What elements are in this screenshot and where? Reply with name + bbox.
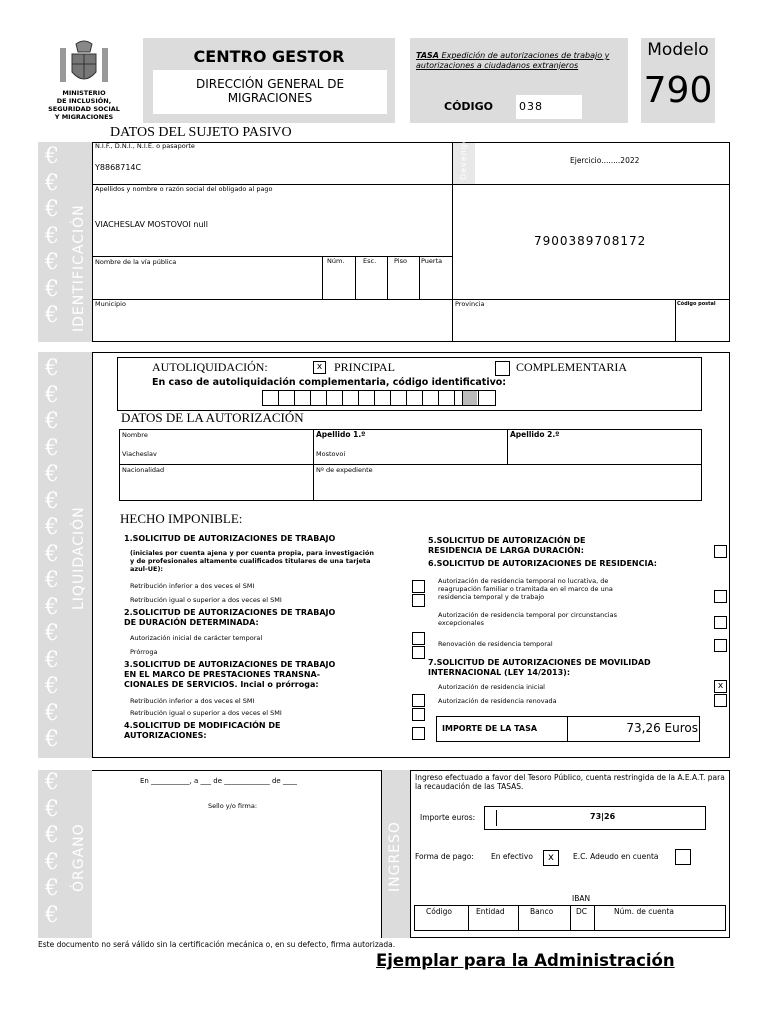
cp-label: Código postal	[677, 301, 716, 307]
apellido1-value[interactable]: Mostovoi	[316, 450, 346, 458]
euro-icon: €	[45, 727, 59, 752]
importe-euros-label: Importe euros:	[420, 813, 476, 822]
solicitud-5: 5.SOLICITUD DE AUTORIZACIÓN DE RESIDENCIA DE LARGA DURACIÓN:	[428, 536, 586, 555]
iban-codigo: Código	[426, 907, 453, 916]
organo-strip	[38, 770, 66, 938]
tasa-description	[416, 51, 624, 71]
centro-gestor-value: DIRECCIÓN GENERAL DE MIGRACIONES	[153, 70, 387, 114]
esc-label: Esc.	[363, 257, 377, 265]
apellidos-label: Apellidos y nombre o razón social del obligado al pago	[95, 185, 273, 193]
iban-dc: DC	[576, 907, 588, 916]
modelo-number: 790	[643, 70, 713, 111]
complementaria-note: En caso de autoliquidación complementaria, código identificativo:	[152, 377, 507, 388]
solicitud-6: 6.SOLICITUD DE AUTORIZACIONES DE RESIDENCIA:	[428, 559, 657, 568]
euro-icon: €	[45, 382, 59, 408]
euro-icon: €	[45, 796, 59, 822]
nif-value[interactable]: Y8868714C	[95, 163, 142, 172]
apellido2-label: Apellido 2.º	[510, 430, 560, 439]
solicitud-6-b: Autorización de residencia temporal por circunstancias excepcionales	[438, 611, 617, 627]
organo-box	[92, 770, 382, 938]
apellido1-label: Apellido 1.º	[316, 430, 366, 439]
coat-of-arms-icon	[58, 40, 110, 90]
solicitud-4: 4.SOLICITUD DE MODIFICACIÓN DE AUTORIZACIONES:	[124, 721, 281, 740]
iban-banco: Banco	[530, 907, 554, 916]
solicitud-1: 1.SOLICITUD DE AUTORIZACIONES DE TRABAJO	[124, 534, 336, 543]
modelo-label: Modelo	[647, 40, 709, 60]
solicitud-2-a-checkbox[interactable]	[412, 632, 425, 645]
liquidacion-label: LIQUIDACIÓN	[71, 506, 87, 610]
principal-checkbox[interactable]: x	[313, 361, 326, 374]
solicitud-3-a: Retribución inferior a dos veces el SMI	[130, 697, 255, 705]
solicitud-2: 2.SOLICITUD DE AUTORIZACIONES DE TRABAJO DE DURACIÓN DETERMINADA:	[124, 608, 336, 627]
euro-icon: €	[45, 568, 59, 593]
sujeto-title: DATOS DEL SUJETO PASIVO	[110, 125, 292, 140]
solicitud-3: 3.SOLICITUD DE AUTORIZACIONES DE TRABAJO EN EL MARCO DE PRESTACIONES TRANSNA- CIONALES DE SERVICIOS. Incial o prórroga:	[124, 660, 336, 689]
complementaria-checkbox[interactable]	[495, 361, 510, 376]
expediente-label: Nº de expediente	[316, 466, 373, 474]
reference-number: 7900389708172	[534, 234, 647, 248]
solicitud-6-c-checkbox[interactable]	[714, 639, 727, 652]
iban-cuenta: Núm. de cuenta	[614, 907, 674, 916]
importe-tasa-value[interactable]: 73,26 Euros	[626, 721, 698, 735]
puerta-label: Puerta	[421, 257, 443, 265]
sello-label: Sello y/o firma:	[208, 802, 258, 810]
identificacion-label: IDENTIFICACIÓN	[71, 204, 87, 332]
codigo-label: CÓDIGO	[444, 100, 494, 113]
efectivo-checkbox[interactable]: x	[543, 850, 559, 866]
euro-icon: €	[45, 823, 59, 848]
solicitud-7: 7.SOLICITUD DE AUTORIZACIONES DE MOVILIDAD INTERNACIONAL (LEY 14/2013):	[428, 658, 651, 677]
euro-icon: €	[45, 462, 59, 487]
solicitud-2-a: Autorización inicial de carácter temporal	[130, 634, 263, 642]
solicitud-7-a-checkbox[interactable]: x	[714, 680, 727, 693]
euro-icon: €	[45, 674, 59, 699]
euro-icon: €	[45, 435, 59, 461]
solicitud-2-b: Prórroga	[130, 648, 158, 656]
forma-pago-label: Forma de pago:	[415, 852, 474, 861]
ejemplar-label: Ejemplar para la Administración	[376, 951, 675, 970]
euro-icon: €	[45, 770, 59, 795]
euro-icon: €	[45, 647, 59, 673]
codigo-value: 038	[516, 95, 582, 119]
ministry-name: MINISTERIO DE INCLUSIÓN, SEGURIDAD SOCIAL Y MIGRACIONES	[48, 89, 120, 121]
euro-icon: €	[45, 621, 59, 646]
solicitud-6-c: Renovación de residencia temporal	[438, 640, 553, 648]
solicitud-2-b-checkbox[interactable]	[412, 646, 425, 659]
liquidacion-strip	[38, 352, 66, 758]
solicitud-1-b-checkbox[interactable]	[412, 594, 425, 607]
solicitud-7-b-checkbox[interactable]	[714, 694, 727, 707]
solicitud-3-b-checkbox[interactable]	[412, 708, 425, 721]
euro-icon: €	[45, 902, 59, 928]
apellidos-value[interactable]: VIACHESLAV MOSTOVOI null	[95, 220, 208, 229]
ejercicio: Ejercicio........2022	[570, 156, 640, 165]
piso-label: Piso	[394, 257, 407, 265]
solicitud-3-b: Retribución igual o superior a dos veces el SMI	[130, 709, 282, 717]
complementaria-label: COMPLEMENTARIA	[516, 360, 628, 374]
organo-label: ÓRGANO	[71, 823, 87, 892]
nombre-label: Nombre	[122, 431, 148, 439]
iban-label: IBAN	[572, 894, 591, 903]
nif-label: N.I.F., D.N.I., N.I.E. o pasaporte	[95, 142, 195, 150]
solicitud-1-note: (iniciales por cuenta ajena y por cuenta propia, para investigación y de profesionales altamente cualificados titulares de una tarjeta azul-UE):	[130, 549, 374, 573]
importe-tasa-label: IMPORTE DE LA TASA	[442, 724, 538, 733]
euro-icon: €	[45, 409, 59, 434]
ingreso-label: INGRESO	[387, 821, 403, 892]
solicitud-7-b: Autorización de residencia renovada	[438, 697, 557, 705]
solicitud-1-a: Retribución inferior a dos veces el SMI	[130, 582, 255, 590]
solicitud-5-checkbox[interactable]	[714, 545, 727, 558]
adeudo-label: E.C. Adeudo en cuenta	[573, 852, 659, 861]
euro-icon: €	[45, 250, 59, 275]
importe-euros-value[interactable]: 73|26	[590, 812, 616, 821]
euro-icon: €	[45, 515, 59, 540]
centro-gestor-label: CENTRO GESTOR	[193, 47, 345, 66]
solicitud-6-b-checkbox[interactable]	[714, 616, 727, 629]
euro-icon: €	[45, 876, 59, 901]
adeudo-checkbox[interactable]	[675, 849, 691, 865]
tasa-word: TASA	[416, 51, 439, 60]
solicitud-6-a-checkbox[interactable]	[714, 590, 727, 603]
euro-icon: €	[45, 594, 59, 620]
fecha-line[interactable]: En ___________, a ___ de _____________ de ____	[140, 777, 297, 785]
solicitud-7-a: Autorización de residencia inicial	[438, 683, 545, 691]
euro-icon: €	[45, 700, 59, 726]
nacionalidad-label: Nacionalidad	[122, 466, 165, 474]
euro-icon: €	[45, 276, 59, 302]
solicitud-3-a-checkbox[interactable]	[412, 694, 425, 707]
autoliquidacion-label: AUTOLIQUIDACIÓN:	[152, 360, 268, 374]
principal-label: PRINCIPAL	[334, 360, 395, 374]
tasa-text: Expedición de autorizaciones de trabajo y autorizaciones a ciudadanos extranjeros	[416, 51, 610, 70]
nombre-value[interactable]: Viacheslav	[122, 450, 157, 458]
euro-icon: €	[45, 488, 59, 514]
euro-icon: €	[45, 144, 59, 169]
euro-icon: €	[45, 223, 59, 249]
municipio-label: Municipio	[95, 300, 126, 308]
hecho-imponible-title: HECHO IMPONIBLE:	[120, 511, 243, 526]
ingreso-intro: Ingreso efectuado a favor del Tesoro Público, cuenta restringida de la A.E.A.T. para la recaudación de las TASAS.	[415, 773, 725, 791]
efectivo-label: En efectivo	[491, 852, 533, 861]
provincia-label: Provincia	[455, 300, 485, 308]
datos-autorizacion-title: DATOS DE LA AUTORIZACIÓN	[121, 410, 304, 425]
euro-icon: €	[45, 197, 59, 222]
via-label: Nombre de la vía pública	[95, 258, 177, 266]
euro-icon: €	[45, 170, 59, 196]
euro-icon: €	[45, 849, 59, 875]
codigo-identificativo-grid[interactable]	[262, 390, 496, 406]
autorizacion-table	[119, 429, 702, 501]
solicitud-1-b: Retribución igual o superior a dos veces el SMI	[130, 596, 282, 604]
solicitud-4-checkbox[interactable]	[412, 727, 425, 740]
euro-icon: €	[45, 356, 59, 381]
num-label: Núm.	[327, 257, 345, 265]
euro-icon: €	[45, 541, 59, 567]
solicitud-6-a: Autorización de residencia temporal no lucrativa, de reagrupación familiar o tramitada en el marco de una residencia temporal y de trabajo	[438, 577, 613, 601]
solicitud-1-a-checkbox[interactable]	[412, 580, 425, 593]
devengo-label: Devengo	[459, 137, 468, 180]
footer-note: Este documento no será válido sin la certificación mecánica o, en su defecto, firma autorizada.	[38, 940, 396, 949]
iban-entidad: Entidad	[476, 907, 505, 916]
euro-icon: €	[45, 303, 59, 328]
identificacion-strip	[38, 142, 66, 342]
